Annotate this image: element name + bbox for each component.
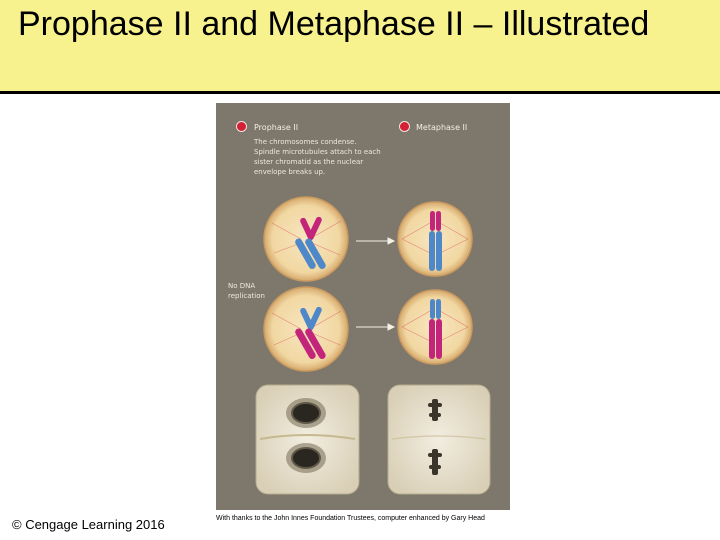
metaphase-indicator-dot: [399, 121, 410, 132]
slide-title: Prophase II and Metaphase II – Illustrated: [18, 5, 650, 43]
metaphase-label: Metaphase II: [416, 123, 468, 132]
metaphase-cell-top: [398, 202, 472, 276]
micrograph-prophase: [256, 385, 359, 494]
title-bar: [0, 0, 720, 94]
copyright-notice: © Cengage Learning 2016: [12, 517, 165, 532]
prophase-description: The chromosomes condense. Spindle microtubules attach to each sister chromatid as the nuclear envelope breaks up.: [254, 138, 381, 176]
image-credit: With thanks to the John Innes Foundation Trustees, computer enhanced by Gary Head: [216, 515, 485, 522]
metaphase-cell-bottom: [398, 290, 472, 364]
arrow-icon: [356, 324, 394, 330]
prophase-label: Prophase II: [254, 123, 299, 132]
prophase-indicator-dot: [236, 121, 247, 132]
arrow-icon: [356, 238, 394, 244]
figure-panel: [216, 103, 510, 510]
prophase-cell-top: [264, 197, 348, 281]
micrograph-metaphase: [388, 385, 490, 494]
no-dna-replication-label: No DNA replication: [228, 282, 265, 300]
